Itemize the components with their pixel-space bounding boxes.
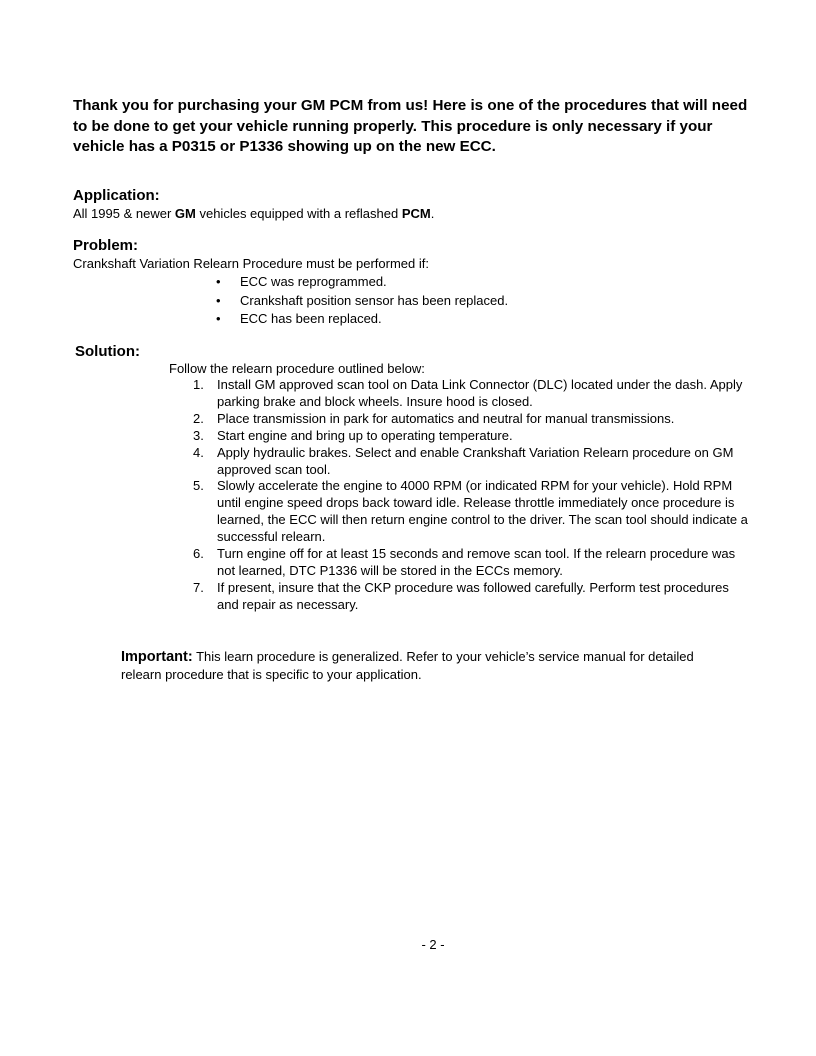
application-gm: GM [174, 206, 196, 221]
bullet-text: ECC has been replaced. [240, 311, 382, 326]
page-number: - 2 - [421, 937, 445, 952]
application-heading: Application: [73, 187, 160, 204]
list-item [193, 411, 753, 428]
list-item [193, 428, 753, 445]
step-number: 1. [193, 377, 204, 392]
list-item [216, 292, 508, 311]
bullet-icon: • [216, 274, 221, 289]
step-text: If present, insure that the CKP procedure was followed carefully. Perform test procedures and repair as necessary. [217, 579, 729, 612]
step-text: Install GM approved scan tool on Data Link Connector (DLC) located under the dash. Apply parking brake and block wheels. Insure hood is closed. [217, 377, 743, 409]
intro-paragraph: Thank you for purchasing your GM PCM from us! Here is one of the procedures that will need to be done to get your vehicle running properly. This procedure is only necessary if your vehicle has a P0315 or P1336 showing up on the new ECC. [73, 97, 748, 155]
list-item [193, 546, 753, 580]
problem-bullet-list [216, 273, 508, 329]
step-number: 7. [193, 579, 204, 595]
step-text: Turn engine off for at least 15 seconds and remove scan tool. If the relearn procedure was not learned, DTC P1336 will be stored in the ECCs memory. [217, 546, 736, 578]
bullet-icon: • [216, 311, 221, 326]
important-label: Important: [121, 649, 193, 665]
step-number: 5. [193, 478, 204, 494]
bullet-text: Crankshaft position sensor has been replaced. [240, 292, 509, 308]
problem-heading: Problem: [73, 237, 139, 254]
bullet-icon: • [216, 292, 221, 308]
solution-intro: Follow the relearn procedure outlined below: [169, 361, 425, 376]
application-text-after: . [430, 206, 435, 221]
important-text: This learn procedure is generalized. Refer to your vehicle’s service manual for detailed relearn procedure that is specific to your application. [121, 649, 694, 682]
list-item [193, 580, 753, 614]
solution-step-list [193, 377, 753, 614]
step-number: 4. [193, 444, 204, 460]
solution-heading: Solution: [75, 343, 140, 360]
list-item [193, 445, 753, 479]
list-item [216, 273, 508, 292]
step-number: 3. [193, 427, 204, 443]
list-item [193, 478, 753, 546]
step-number: 2. [193, 410, 204, 426]
list-item [193, 377, 753, 411]
list-item [216, 310, 508, 329]
step-text: Place transmission in park for automatics and neutral for manual transmissions. [217, 410, 675, 426]
step-text: Apply hydraulic brakes. Select and enable Crankshaft Variation Relearn procedure on GM approved scan tool. [217, 444, 734, 477]
bullet-text: ECC was reprogrammed. [240, 274, 387, 289]
application-text-before: All 1995 & newer [73, 206, 175, 221]
application-text-mid: vehicles equipped with a reflashed [195, 206, 402, 221]
application-pcm: PCM [401, 206, 431, 221]
step-text: Slowly accelerate the engine to 4000 RPM (or indicated RPM for your vehicle). Hold RPM until engine speed drops back toward idle. Release throttle immediately once procedure is learned, the ECC will then return engine control to the driver. The scan tool should indicate a successful relearn. [217, 478, 748, 545]
step-number: 6. [193, 546, 204, 562]
important-note [121, 648, 721, 683]
problem-text: Crankshaft Variation Relearn Procedure must be performed if: [73, 256, 429, 271]
step-text: Start engine and bring up to operating temperature. [217, 427, 513, 443]
application-text [73, 205, 434, 222]
